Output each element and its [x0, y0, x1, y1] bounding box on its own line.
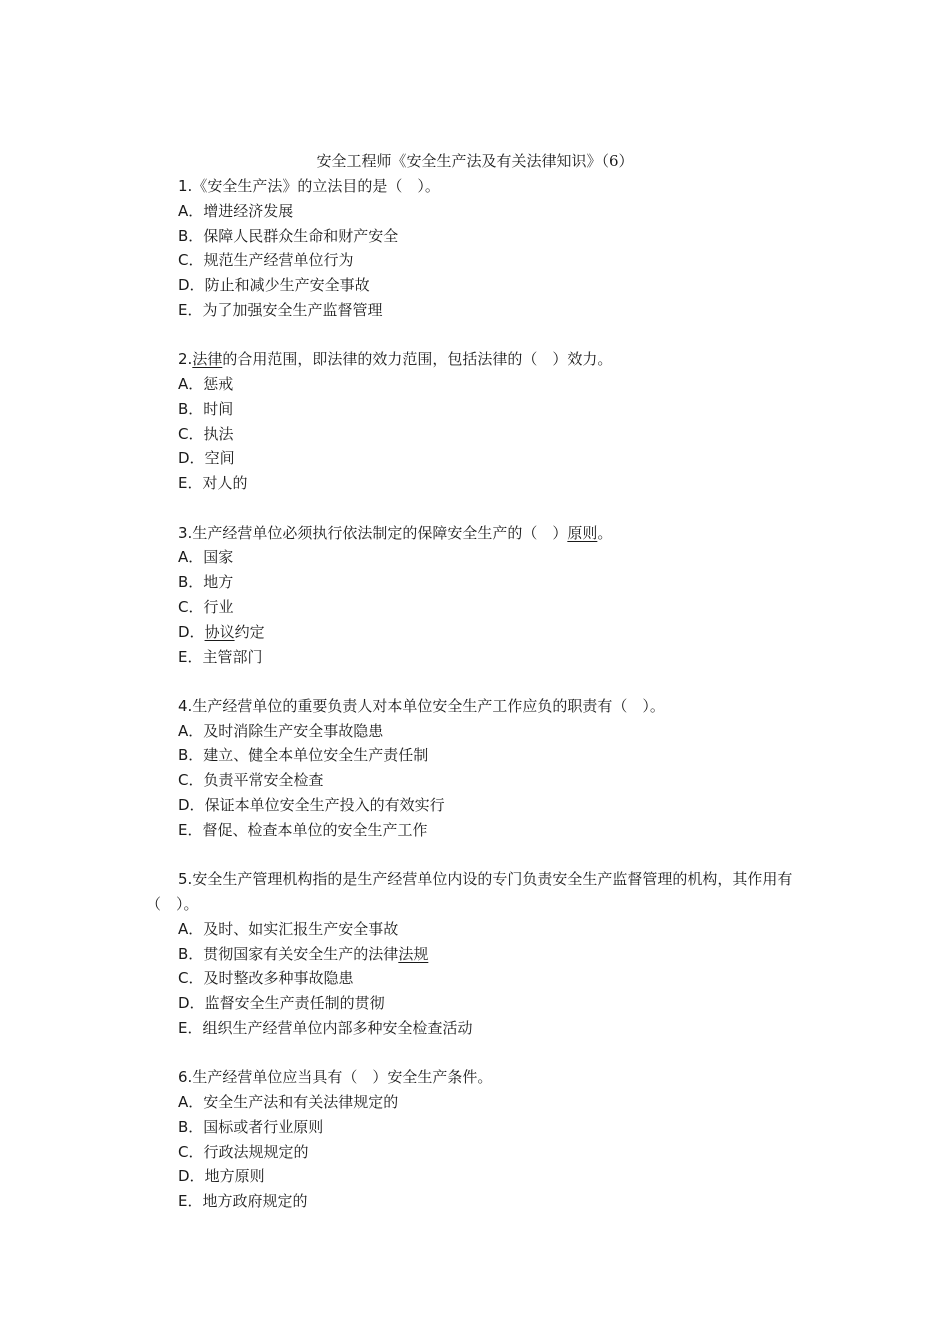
option-text: 及时、如实汇报生产安全事故: [203, 919, 399, 938]
option-letter: A．: [178, 375, 204, 394]
answer-option: [146, 248, 806, 273]
option-letter: E．: [178, 647, 203, 666]
option-text: 及时整改多种事故隐患: [203, 969, 354, 988]
option-letter: D．: [178, 622, 205, 641]
option-text: 地方原则: [204, 1167, 265, 1186]
answer-option: [146, 1164, 806, 1189]
answer-option: [146, 273, 806, 298]
answer-option: [146, 818, 806, 843]
option-text: 国标或者行业原则: [203, 1117, 324, 1136]
option-letter: B．: [178, 944, 204, 963]
question: [146, 867, 806, 1041]
option-text: 地方政府规定的: [202, 1192, 308, 1211]
option-letter: C．: [178, 597, 204, 616]
option-letter: A．: [178, 1093, 204, 1111]
option-letter: D．: [178, 276, 205, 295]
option-text: 主管部门: [202, 647, 263, 666]
answer-option: [146, 645, 806, 670]
option-letter: A．: [178, 721, 204, 740]
question: [146, 347, 806, 496]
answer-option: [146, 966, 806, 991]
answer-option: [146, 793, 806, 818]
answer-option: [146, 570, 806, 595]
option-letter: E．: [178, 300, 203, 319]
question-text-part: 。: [597, 523, 613, 542]
answer-option: [146, 1140, 806, 1165]
question-number: 4.: [178, 696, 193, 715]
option-letter: C．: [178, 251, 204, 270]
option-letter: C．: [178, 1142, 204, 1161]
option-text: 空间: [204, 449, 235, 468]
question-text: [146, 694, 806, 719]
option-letter: A．: [178, 919, 204, 938]
question-text-part: 的合用范围，即法律的效力范围，包括法律的（ ）效力。: [222, 350, 613, 369]
question-text-part: 《安全生产法》的立法目的是（ ）。: [192, 177, 440, 195]
question-number: 3.: [178, 523, 193, 542]
question-text: [146, 1065, 806, 1090]
question-number: 2.: [178, 350, 193, 369]
option-letter: E．: [178, 820, 203, 839]
option-underlined-term: 协议: [204, 622, 235, 641]
option-letter: A．: [178, 548, 204, 567]
answer-option: [146, 199, 806, 224]
option-text: 增进经济发展: [203, 201, 294, 220]
option-text: 保障人民群众生命和财产安全: [203, 226, 399, 245]
option-text: 负责平常安全检查: [203, 771, 324, 790]
option-text: 地方: [203, 573, 234, 592]
question-text: [146, 174, 806, 199]
answer-option: [146, 620, 806, 645]
option-letter: B．: [178, 399, 204, 418]
question: [146, 174, 806, 323]
answer-option: [146, 991, 806, 1016]
option-text: 安全生产法和有关法律规定的: [203, 1093, 399, 1111]
option-letter: E．: [178, 474, 203, 493]
option-letter: D．: [178, 1167, 205, 1186]
option-text: 对人的: [202, 474, 248, 493]
question-number: 1.: [178, 177, 193, 195]
answer-option: [146, 397, 806, 422]
option-text: 行政法规规定的: [203, 1142, 309, 1161]
answer-option: [146, 917, 806, 942]
answer-option: [146, 719, 806, 744]
option-letter: C．: [178, 969, 204, 988]
answer-option: [146, 471, 806, 496]
option-text: 督促、检查本单位的安全生产工作: [202, 820, 428, 839]
question-text-part: 生产经营单位的重要负责人对本单位安全生产工作应负的职责有（ ）。: [192, 696, 665, 715]
option-text: 监督安全生产责任制的贯彻: [204, 994, 385, 1013]
option-letter: B．: [178, 226, 204, 245]
option-text: 建立、健全本单位安全生产责任制: [203, 746, 429, 765]
option-letter: C．: [178, 424, 204, 443]
option-letter: A．: [178, 201, 204, 220]
answer-option: [146, 224, 806, 249]
question: [146, 521, 806, 670]
question-text-part: 生产经营单位应当具有（ ）安全生产条件。: [192, 1068, 493, 1087]
question-text: [146, 521, 806, 546]
answer-option: [146, 743, 806, 768]
option-text: 执法: [203, 424, 234, 443]
option-letter: E．: [178, 1018, 203, 1037]
option-text: 保证本单位安全生产投入的有效实行: [204, 796, 445, 815]
answer-option: [146, 372, 806, 397]
question-list: [146, 174, 806, 1238]
question-text: [146, 867, 806, 917]
option-text: 时间: [203, 399, 234, 418]
option-text: 为了加强安全生产监督管理: [202, 300, 383, 319]
option-text: 贯彻国家有关安全生产的法律: [203, 944, 399, 963]
question-text: [146, 347, 806, 372]
answer-option: [146, 446, 806, 471]
option-letter: C．: [178, 771, 204, 790]
question-underlined-term: 法律: [192, 350, 223, 369]
question-underlined-term: 原则: [567, 523, 598, 542]
question-number: 6.: [178, 1068, 193, 1087]
option-letter: D．: [178, 449, 205, 468]
question: [146, 1065, 806, 1214]
question-number: 5.: [178, 870, 193, 889]
answer-option: [146, 422, 806, 447]
answer-option: [146, 768, 806, 793]
answer-option: [146, 1090, 806, 1115]
option-text: 及时消除生产安全事故隐患: [203, 721, 384, 740]
option-letter: B．: [178, 573, 204, 592]
option-letter: B．: [178, 1117, 204, 1136]
option-letter: B．: [178, 746, 204, 765]
option-text: 约定: [234, 622, 265, 641]
answer-option: [146, 942, 806, 967]
option-underlined-term: 法规: [398, 944, 429, 963]
option-text: 惩戒: [203, 375, 234, 394]
question-text-part: 安全生产管理机构指的是生产经营单位内设的专门负责安全生产监督管理的机构，其作用有（ ）。: [146, 870, 793, 913]
answer-option: [146, 1189, 806, 1214]
option-letter: E．: [178, 1192, 203, 1211]
answer-option: [146, 545, 806, 570]
option-letter: D．: [178, 994, 205, 1013]
answer-option: [146, 1016, 806, 1041]
answer-option: [146, 595, 806, 620]
option-text: 行业: [203, 597, 234, 616]
option-text: 组织生产经营单位内部多种安全检查活动: [202, 1018, 473, 1037]
option-letter: D．: [178, 796, 205, 815]
question-text-part: 生产经营单位必须执行依法制定的保障安全生产的（ ）: [192, 523, 568, 542]
option-text: 规范生产经营单位行为: [203, 251, 354, 270]
option-text: 国家: [203, 548, 234, 567]
page-title: 安全工程师《安全生产法及有关法律知识》（6）: [316, 152, 634, 170]
answer-option: [146, 1115, 806, 1140]
question: [146, 694, 806, 843]
answer-option: [146, 298, 806, 323]
option-text: 防止和减少生产安全事故: [204, 276, 370, 295]
